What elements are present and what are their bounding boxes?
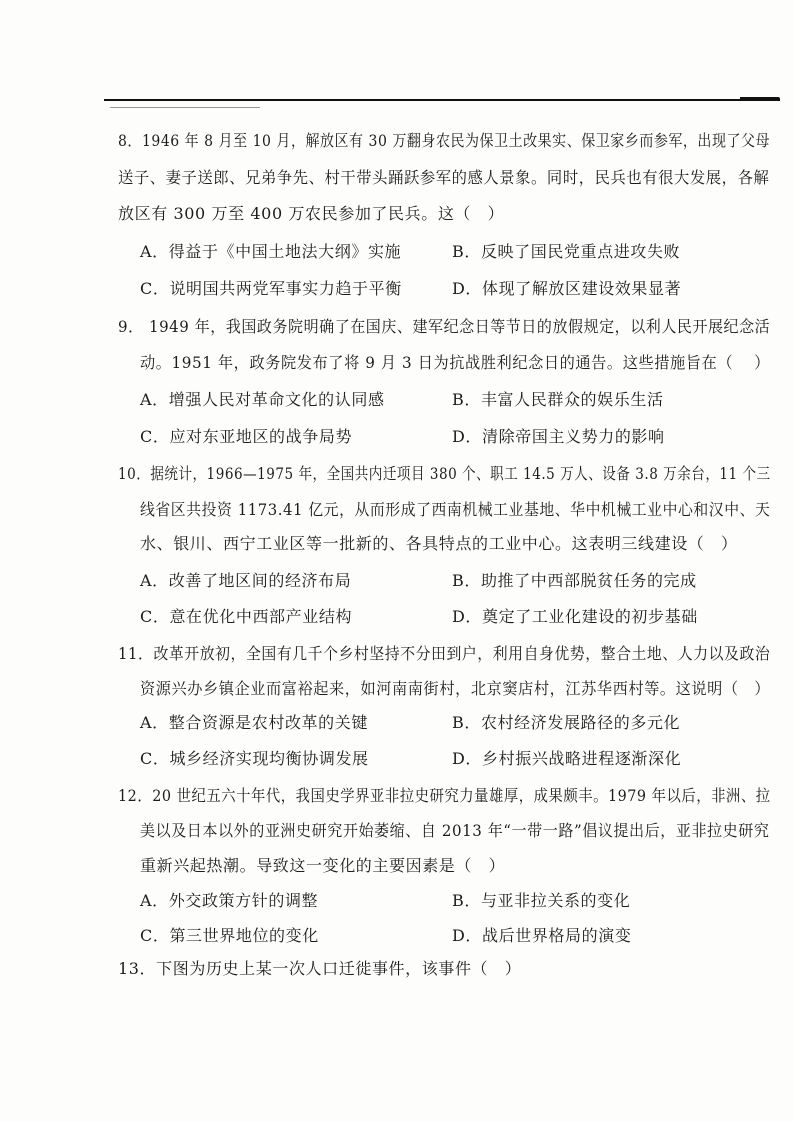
question-10-option-b[interactable]: B．助推了中西部脱贫任务的完成 [452, 571, 697, 590]
question-11-option-c[interactable]: C．城乡经济实现均衡协调发展 [140, 749, 369, 768]
question-8-option-a[interactable]: A．得益于《中国土地法大纲》实施 [140, 242, 402, 261]
question-9-line-1: 9． 1949 年，我国政务院明确了在国庆、建军纪念日等节日的放假规定，以利人民开展纪念活 [118, 317, 771, 336]
question-12-option-c[interactable]: C．第三世界地位的变化 [140, 926, 319, 945]
question-8-line-3: 放区有 300 万至 400 万农民参加了民兵。这（ ） [118, 204, 505, 223]
question-10-option-a[interactable]: A．改善了地区间的经济布局 [140, 571, 352, 590]
question-9-option-b[interactable]: B．丰富人民群众的娱乐生活 [452, 390, 664, 409]
question-10-line-3: 水、银川、西宁工业区等一批新的、各具特点的工业中心。这表明三线建设（ ） [140, 534, 738, 553]
question-8-line-1: 8．1946 年 8 月至 10 月，解放区有 30 万翻身农民为保卫土改果实、保卫家乡而参军，出现了父母 [118, 131, 771, 150]
question-11-line-2: 资源兴办乡镇企业而富裕起来，如河南南街村，北京窦店村，江苏华西村等。这说明（ ） [140, 679, 771, 698]
question-10-line-1: 10．据统计，1966—1975 年，全国共内迁项目 380 个、职工 14.5 万人、设备 3.8 万余台，11 个三 [118, 464, 771, 483]
question-12-option-d[interactable]: D．战后世界格局的演变 [452, 926, 632, 945]
question-13-line-1: 13．下图为历史上某一次人口迁徙事件，该事件（ ） [118, 959, 522, 978]
question-11-option-a[interactable]: A．整合资源是农村改革的关键 [140, 713, 368, 732]
question-12-line-1: 12．20 世纪五六十年代，我国史学界亚非拉史研究力量雄厚，成果颇丰。1979 年以后，非洲、拉 [118, 786, 771, 805]
question-12-line-3: 重新兴起热潮。导致这一变化的主要因素是（ ） [140, 856, 506, 875]
question-8-option-c[interactable]: C．说明国共两党军事实力趋于平衡 [140, 279, 402, 298]
question-11-line-1: 11．改革开放初，全国有几千个乡村坚持不分田到户，利用自身优势，整合土地、人力以及政治 [118, 644, 771, 663]
question-9-option-a[interactable]: A．增强人民对革命文化的认同感 [140, 390, 385, 409]
question-8-option-b[interactable]: B．反映了国民党重点进攻失败 [452, 242, 681, 261]
question-10-line-2: 线省区共投资 1173.41 亿元，从而形成了西南机械工业基地、华中机械工业中心和汉中、天 [140, 500, 771, 519]
question-11-option-d[interactable]: D．乡村振兴战略进程逐渐深化 [452, 749, 682, 768]
question-10-option-d[interactable]: D．奠定了工业化建设的初步基础 [452, 607, 698, 626]
question-8-option-d[interactable]: D．体现了解放区建设效果显著 [452, 279, 682, 298]
question-9-option-d[interactable]: D．清除帝国主义势力的影响 [452, 427, 665, 446]
question-12-option-a[interactable]: A．外交政策方针的调整 [140, 891, 319, 910]
question-9-line-2: 动。1951 年，政务院发布了将 9 月 3 日为抗战胜利纪念日的通告。这些措施旨在（ ） [140, 353, 771, 372]
question-10-option-c[interactable]: C．意在优化中西部产业结构 [140, 607, 353, 626]
question-9-option-c[interactable]: C．应对东亚地区的战争局势 [140, 427, 353, 446]
question-12-option-b[interactable]: B．与亚非拉关系的变化 [452, 891, 631, 910]
question-11-option-b[interactable]: B．农村经济发展路径的多元化 [452, 713, 681, 732]
question-12-line-2: 美以及日本以外的亚洲史研究开始萎缩、自 2013 年“一带一路”倡议提出后，亚非拉史研究 [140, 821, 770, 840]
question-8-line-2: 送子、妻子送郎、兄弟争先、村干带头踊跃参军的感人景象。同时，民兵也有很大发展，各解 [118, 168, 770, 187]
